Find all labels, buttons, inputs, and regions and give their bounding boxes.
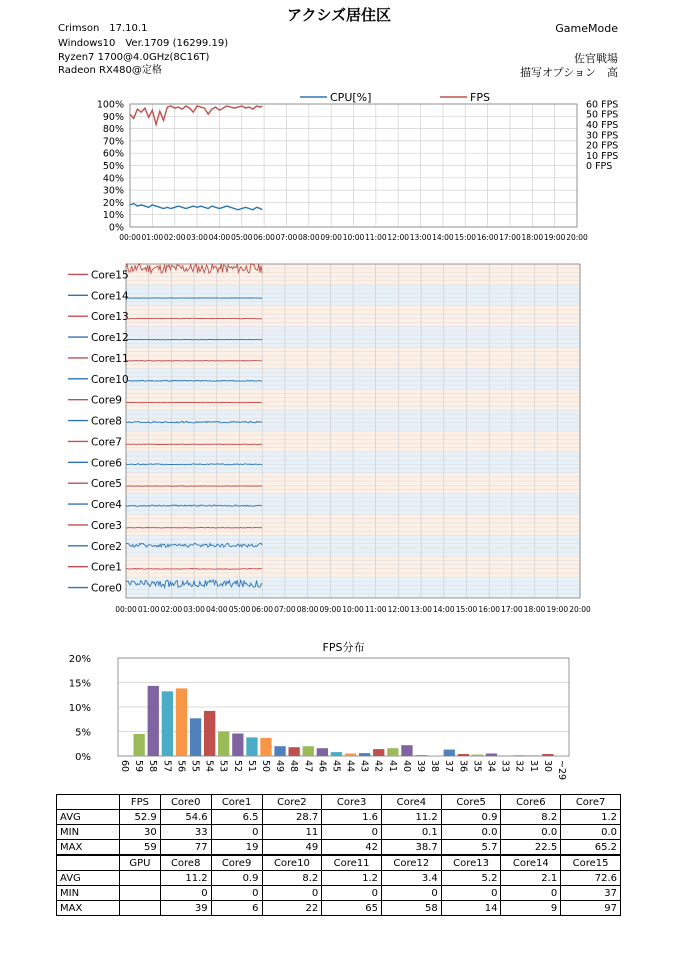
legend-label-core5: Core5 bbox=[91, 478, 122, 491]
x-tick: 14:00 bbox=[432, 233, 454, 242]
legend-label-core11: Core11 bbox=[91, 352, 129, 365]
table-cell: 0 bbox=[262, 886, 322, 901]
table-cell: Core0 bbox=[160, 795, 211, 810]
table-cell: 6.5 bbox=[211, 810, 262, 825]
cpu-fps-chart bbox=[0, 86, 678, 248]
x-tick: 42 bbox=[372, 760, 384, 773]
table-cell: 49 bbox=[262, 840, 322, 856]
y-right-tick: 50 FPS bbox=[586, 109, 619, 121]
bar-fps-54 bbox=[204, 711, 215, 756]
table-cell: GPU bbox=[120, 855, 161, 871]
table-cell: Core8 bbox=[160, 855, 211, 871]
table-header-row bbox=[57, 855, 621, 871]
table-row bbox=[57, 886, 621, 901]
mode-label: GameMode bbox=[555, 22, 618, 35]
bar-fps-58 bbox=[148, 686, 159, 756]
x-tick: 07:00 bbox=[274, 605, 296, 614]
bar-fps-41 bbox=[387, 748, 398, 756]
x-tick: 54 bbox=[203, 760, 215, 773]
x-tick: 14:00 bbox=[432, 605, 455, 614]
table-cell: Core2 bbox=[262, 795, 322, 810]
table-cell: 5.2 bbox=[441, 871, 501, 886]
legend-fps-label: FPS bbox=[470, 91, 490, 104]
table-cell: Core6 bbox=[501, 795, 561, 810]
info-line-4: Radeon RX480@定格 bbox=[58, 65, 162, 76]
y-left-tick: 40% bbox=[102, 173, 124, 185]
x-tick: 05:00 bbox=[230, 233, 253, 242]
table-cell: 65.2 bbox=[561, 840, 621, 856]
table-cell: 77 bbox=[160, 840, 211, 856]
x-tick: 34 bbox=[485, 760, 497, 773]
legend-label-core12: Core12 bbox=[91, 332, 129, 345]
x-tick: 01:00 bbox=[141, 233, 164, 242]
table-row bbox=[57, 901, 621, 916]
y-left-tick: 100% bbox=[96, 99, 124, 111]
core-usage-chart bbox=[0, 258, 678, 620]
table-cell: 97 bbox=[561, 901, 621, 916]
table-cell: 11.2 bbox=[160, 871, 211, 886]
table-cell: 1.2 bbox=[322, 871, 382, 886]
table-cell: 0 bbox=[160, 886, 211, 901]
table-row bbox=[57, 871, 621, 886]
table-cell: 0.0 bbox=[441, 825, 501, 840]
table-cell: 54.6 bbox=[160, 810, 211, 825]
table-cell: 8.2 bbox=[262, 871, 322, 886]
x-tick: 13:00 bbox=[410, 605, 432, 614]
table-cell: 0.0 bbox=[501, 825, 561, 840]
table-cell: 58 bbox=[381, 901, 441, 916]
table-cell: 0.9 bbox=[211, 871, 262, 886]
page-title: アクシズ居住区 bbox=[286, 6, 392, 24]
y-left-tick: 10% bbox=[102, 210, 124, 222]
x-tick: 08:00 bbox=[297, 233, 320, 242]
option-label: 描写オプション 高 bbox=[519, 66, 618, 79]
bar-fps-56 bbox=[176, 688, 187, 756]
x-tick: 02:00 bbox=[160, 605, 183, 614]
legend-label-core7: Core7 bbox=[91, 436, 122, 449]
x-tick: 56 bbox=[175, 760, 187, 773]
x-tick: 51 bbox=[245, 760, 257, 773]
info-line-2: Windows10 Ver.1709 (16299.19) bbox=[58, 38, 229, 49]
y-left-tick: 90% bbox=[102, 111, 124, 123]
table-cell: 11 bbox=[262, 825, 322, 840]
x-tick: 45 bbox=[330, 760, 342, 773]
table-cell: 0 bbox=[381, 886, 441, 901]
legend-label-core10: Core10 bbox=[91, 373, 129, 386]
x-tick: 09:00 bbox=[319, 605, 342, 614]
x-tick: 49 bbox=[274, 760, 286, 773]
y-right-tick: 40 FPS bbox=[586, 120, 619, 131]
x-tick: 48 bbox=[288, 760, 300, 773]
legend-label-core9: Core9 bbox=[91, 394, 122, 407]
table-cell: Core14 bbox=[501, 855, 561, 871]
table-cell: AVG bbox=[57, 810, 120, 825]
bar-fps-34 bbox=[486, 754, 497, 757]
x-tick: 10:00 bbox=[342, 605, 364, 614]
table-cell: Core3 bbox=[322, 795, 382, 810]
table-cell: 0 bbox=[501, 886, 561, 901]
x-tick: 01:00 bbox=[137, 605, 160, 614]
table-cell: 0 bbox=[211, 825, 262, 840]
table-cell: 42 bbox=[322, 840, 382, 856]
table-cell bbox=[120, 901, 161, 916]
x-tick: 46 bbox=[316, 760, 328, 773]
x-tick: 35 bbox=[471, 760, 483, 773]
core-series-core12 bbox=[126, 339, 262, 340]
table-cell: Core11 bbox=[322, 855, 382, 871]
bar-fps-38 bbox=[430, 756, 441, 757]
y-tick: 15% bbox=[68, 678, 91, 690]
x-tick: 02:00 bbox=[163, 233, 186, 242]
table-cell: 33 bbox=[160, 825, 211, 840]
legend-label-core0: Core0 bbox=[91, 582, 122, 595]
x-tick: 05:00 bbox=[228, 605, 251, 614]
bar-fps-52 bbox=[232, 734, 243, 757]
y-right-tick: 20 FPS bbox=[586, 140, 619, 152]
table-cell: AVG bbox=[57, 871, 120, 886]
x-tick: 03:00 bbox=[183, 605, 205, 614]
table-cell: 5.7 bbox=[441, 840, 501, 856]
x-tick: 00:00 bbox=[115, 605, 137, 614]
table-cell: 0.1 bbox=[381, 825, 441, 840]
table-cell: 65 bbox=[322, 901, 382, 916]
core-series-core9 bbox=[126, 402, 262, 403]
bar-fps-55 bbox=[190, 718, 201, 756]
legend-cpu-label: CPU[%] bbox=[330, 91, 372, 104]
table-cell: 0 bbox=[322, 825, 382, 840]
x-tick: 12:00 bbox=[387, 233, 410, 242]
table-cell: 22 bbox=[262, 901, 322, 916]
x-tick: 17:00 bbox=[501, 605, 523, 614]
y-left-tick: 30% bbox=[102, 185, 124, 197]
x-tick: 12:00 bbox=[387, 605, 410, 614]
fps-distribution-chart bbox=[0, 638, 678, 788]
table-cell bbox=[57, 795, 120, 810]
x-tick: 20:00 bbox=[566, 233, 588, 242]
x-tick: 10:00 bbox=[342, 233, 365, 242]
x-tick: 32 bbox=[513, 760, 525, 773]
x-tick: 30 bbox=[541, 760, 553, 773]
table-cell bbox=[120, 886, 161, 901]
core-series-core11 bbox=[126, 361, 262, 362]
series-line-cpu bbox=[130, 204, 262, 210]
table-cell: 39 bbox=[160, 901, 211, 916]
core-series-core14 bbox=[126, 298, 262, 299]
table-cell: 0.0 bbox=[561, 825, 621, 840]
legend-label-core6: Core6 bbox=[91, 457, 122, 470]
table-cell bbox=[57, 855, 120, 871]
bar-fps-39 bbox=[415, 755, 426, 756]
y-right-tick: 60 FPS bbox=[586, 99, 619, 111]
x-tick: ~29 bbox=[555, 760, 567, 781]
x-tick: 11:00 bbox=[364, 605, 387, 614]
table-cell: 0 bbox=[441, 886, 501, 901]
x-tick: 13:00 bbox=[409, 233, 432, 242]
table-row bbox=[57, 840, 621, 856]
table-cell: 6 bbox=[211, 901, 262, 916]
y-left-tick: 20% bbox=[102, 197, 124, 209]
x-tick: 20:00 bbox=[569, 605, 591, 614]
table-cell: 9 bbox=[501, 901, 561, 916]
table-header-row bbox=[57, 795, 621, 810]
x-tick: 06:00 bbox=[251, 605, 274, 614]
table-cell: 0.9 bbox=[441, 810, 501, 825]
table-cell: 11.2 bbox=[381, 810, 441, 825]
table-cell: 30 bbox=[120, 825, 161, 840]
table-cell: Core13 bbox=[441, 855, 501, 871]
bar-fps-59 bbox=[134, 734, 145, 756]
core-series-core3 bbox=[126, 528, 262, 529]
table-cell: Core12 bbox=[381, 855, 441, 871]
x-tick: 18:00 bbox=[521, 233, 544, 242]
x-tick: 04:00 bbox=[205, 605, 228, 614]
x-tick: 08:00 bbox=[296, 605, 319, 614]
table-cell: MIN bbox=[57, 886, 120, 901]
bar-fps-42 bbox=[373, 749, 384, 756]
x-tick: 19:00 bbox=[546, 605, 569, 614]
x-tick: 11:00 bbox=[365, 233, 387, 242]
table-cell: MAX bbox=[57, 840, 120, 856]
table-cell: 22.5 bbox=[501, 840, 561, 856]
table-cell: MAX bbox=[57, 901, 120, 916]
x-tick: 16:00 bbox=[476, 233, 499, 242]
x-tick: 16:00 bbox=[478, 605, 501, 614]
legend-label-core1: Core1 bbox=[91, 561, 122, 574]
table-cell: Core10 bbox=[262, 855, 322, 871]
y-tick: 5% bbox=[75, 727, 91, 739]
table-cell: 38.7 bbox=[381, 840, 441, 856]
x-tick: 59 bbox=[133, 760, 145, 773]
table-cell: 0 bbox=[211, 886, 262, 901]
table-cell: FPS bbox=[120, 795, 161, 810]
bar-fps-43 bbox=[359, 753, 370, 756]
table-cell: MIN bbox=[57, 825, 120, 840]
table-cell: 14 bbox=[441, 901, 501, 916]
stats-table bbox=[56, 794, 621, 916]
legend-label-core14: Core14 bbox=[91, 290, 129, 303]
bar-fps-48 bbox=[289, 747, 300, 756]
y-tick: 0% bbox=[75, 752, 91, 763]
y-left-tick: 80% bbox=[102, 124, 124, 136]
x-tick: 52 bbox=[231, 760, 243, 773]
bar-fps-51 bbox=[246, 737, 257, 756]
bar-fps-53 bbox=[218, 732, 229, 757]
table-cell: Core1 bbox=[211, 795, 262, 810]
x-tick: 38 bbox=[429, 760, 441, 773]
core-series-core5 bbox=[126, 486, 262, 487]
x-tick: 03:00 bbox=[186, 233, 208, 242]
table-cell: 1.2 bbox=[561, 810, 621, 825]
bar-fps-32 bbox=[514, 755, 525, 756]
info-line-3: Ryzen7 1700@4.0GHz(8C16T) bbox=[58, 52, 210, 63]
map-label: 佐官戦場 bbox=[574, 52, 618, 65]
x-tick: 33 bbox=[499, 760, 511, 773]
table-cell: Core5 bbox=[441, 795, 501, 810]
bar-fps-~29 bbox=[556, 756, 567, 757]
bar-fps-49 bbox=[274, 746, 285, 756]
table-cell: 2.1 bbox=[501, 871, 561, 886]
table-row bbox=[57, 825, 621, 840]
x-tick: 50 bbox=[259, 760, 271, 773]
x-tick: 43 bbox=[358, 760, 370, 773]
table-row bbox=[57, 810, 621, 825]
x-tick: 19:00 bbox=[543, 233, 566, 242]
x-tick: 41 bbox=[386, 760, 398, 773]
table-cell: Core15 bbox=[561, 855, 621, 871]
bar-fps-31 bbox=[528, 756, 539, 757]
y-right-tick: 10 FPS bbox=[586, 150, 619, 162]
y-right-tick: 0 FPS bbox=[586, 161, 613, 172]
x-tick: 15:00 bbox=[455, 605, 478, 614]
x-tick: 18:00 bbox=[523, 605, 546, 614]
x-tick: 09:00 bbox=[320, 233, 342, 242]
table-cell bbox=[120, 871, 161, 886]
x-tick: 06:00 bbox=[253, 233, 275, 242]
table-cell: 52.9 bbox=[120, 810, 161, 825]
series-line-fps bbox=[130, 106, 262, 125]
bar-fps-36 bbox=[458, 754, 469, 756]
legend-label-core2: Core2 bbox=[91, 540, 122, 553]
y-left-tick: 0% bbox=[108, 222, 124, 234]
bar-fps-30 bbox=[542, 754, 553, 756]
table-cell: 59 bbox=[120, 840, 161, 856]
bar-fps-37 bbox=[444, 750, 455, 756]
y-tick: 10% bbox=[68, 703, 91, 714]
bar-fps-47 bbox=[303, 746, 314, 756]
x-tick: 39 bbox=[415, 760, 427, 773]
y-left-tick: 50% bbox=[102, 161, 124, 172]
table-cell: Core9 bbox=[211, 855, 262, 871]
x-tick: 53 bbox=[217, 760, 229, 773]
bar-fps-35 bbox=[472, 755, 483, 757]
legend-label-core4: Core4 bbox=[91, 499, 122, 512]
table-cell: 19 bbox=[211, 840, 262, 856]
bar-fps-57 bbox=[162, 691, 173, 756]
legend-label-core13: Core13 bbox=[91, 311, 129, 324]
table-cell: 0 bbox=[322, 886, 382, 901]
bar-fps-44 bbox=[345, 754, 356, 757]
x-tick: 55 bbox=[189, 760, 201, 773]
x-tick: 36 bbox=[457, 760, 469, 773]
x-tick: 40 bbox=[400, 760, 412, 773]
bar-fps-40 bbox=[401, 745, 412, 756]
table-cell: 37 bbox=[561, 886, 621, 901]
legend-label-core3: Core3 bbox=[91, 519, 122, 532]
x-tick: 57 bbox=[161, 760, 173, 773]
x-tick: 60 bbox=[119, 760, 131, 773]
y-tick: 20% bbox=[68, 654, 91, 665]
table-cell: Core4 bbox=[381, 795, 441, 810]
x-tick: 31 bbox=[527, 760, 539, 773]
x-tick: 47 bbox=[302, 760, 314, 773]
y-right-tick: 30 FPS bbox=[586, 130, 619, 142]
chart-title: FPS分布 bbox=[322, 641, 365, 654]
bar-fps-46 bbox=[317, 748, 328, 756]
table-cell: 1.6 bbox=[322, 810, 382, 825]
x-tick: 58 bbox=[147, 760, 159, 773]
table-cell: 28.7 bbox=[262, 810, 322, 825]
info-line-1: Crimson 17.10.1 bbox=[58, 23, 148, 34]
x-tick: 17:00 bbox=[499, 233, 521, 242]
table-cell: 8.2 bbox=[501, 810, 561, 825]
y-left-tick: 60% bbox=[102, 148, 124, 160]
x-tick: 04:00 bbox=[208, 233, 231, 242]
x-tick: 37 bbox=[443, 760, 455, 773]
bar-fps-33 bbox=[500, 756, 511, 757]
x-tick: 44 bbox=[344, 760, 356, 773]
legend-label-core15: Core15 bbox=[91, 269, 129, 282]
table-cell: 72.6 bbox=[561, 871, 621, 886]
bar-fps-50 bbox=[260, 738, 271, 756]
x-tick: 15:00 bbox=[454, 233, 477, 242]
bar-fps-45 bbox=[331, 752, 342, 756]
legend-label-core8: Core8 bbox=[91, 415, 122, 428]
x-tick: 00:00 bbox=[119, 233, 141, 242]
table-cell: 3.4 bbox=[381, 871, 441, 886]
table-cell: Core7 bbox=[561, 795, 621, 810]
y-left-tick: 70% bbox=[102, 136, 124, 148]
x-tick: 07:00 bbox=[275, 233, 298, 242]
